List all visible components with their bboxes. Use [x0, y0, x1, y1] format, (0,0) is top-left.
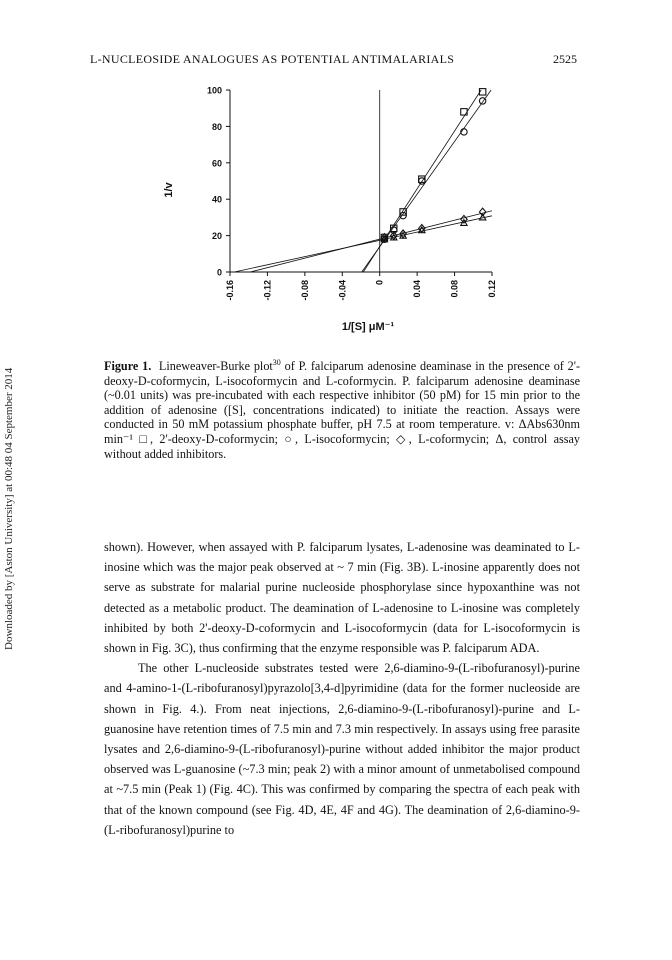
running-header-title: L-NUCLEOSIDE ANALOGUES AS POTENTIAL ANTIMALARIALS [90, 52, 455, 66]
fit-line-triangle [234, 216, 492, 272]
point-square [461, 109, 467, 115]
download-watermark: Downloaded by [Aston University] at 00:48 04 September 2014 [3, 367, 15, 650]
y-tick-label: 80 [211, 121, 222, 132]
x-tick-label: 0 [374, 280, 385, 286]
point-circle [479, 98, 485, 104]
y-tick-label: 40 [211, 194, 222, 205]
fit-line-circle [362, 90, 491, 272]
caption-text: of P. falciparum adenosine deaminase in the presence of 2'-deoxy-D-coformycin, L-isocoformycin and L-coformycin. P. falciparum adenosine deaminase (~0.01 units) was pre-incubated with each respective inhibitor (50 pM) for 15 min prior to the addition of adenosine ([S], concentrations indicated) to initiate the reaction. Assays were conducted in 50 mM potassium phosphate buffer, pH 7.5 at room temperature. v: ΔAbs630nm min⁻¹ □, 2'-deoxy-D-coformycin; ○, L-isocoformycin; ◇, L-coformycin; Δ, control assay without added inhibitors. [104, 359, 581, 461]
y-tick-label: 0 [216, 267, 222, 278]
page-number: 2525 [553, 52, 577, 66]
y-tick-label: 20 [211, 231, 222, 242]
fit-line-diamond [250, 211, 492, 272]
plot-axes [226, 90, 492, 276]
fit-lines [234, 90, 492, 272]
x-tick-label: -0.12 [262, 280, 273, 301]
x-tick-label: 0.12 [487, 280, 497, 298]
figure-label: Figure 1. [104, 359, 152, 374]
y-tick-label: 60 [211, 158, 222, 169]
paragraph-2: The other L-nucleoside substrates tested were 2,6-diamino-9-(L-ribofuranosyl)-purine and 4-amino-1-(L-ribofuranosyl)pyrazolo[3,4-d]pyrimidine (data for the former nucleoside are shown in Fig. 4.). From neat injections, 2,6-diamino-9-(L-ribofuranosyl)-purine and L-guanosine have retention times of 7.5 min and 7.3 min respectively. In assays using free parasite lysates and 2,6-diamino-9-(L-ribofuranosyl)-purine without added inhibitor the major product observed was L-guanosine (~7.3 min; peak 2) with a minor amount of unmetabolised compound at ~7.5 min (Peak 1) (Fig. 4C). This was confirmed by comparing the spectra of each peak with that of the known compound (see Fig. 4D, 4E, 4F and 4G). The deamination of 2,6-diamino-9-(L-ribofuranosyl)purine to [104, 661, 580, 837]
x-axis-label: 1/[S] μM⁻¹ [341, 321, 395, 333]
body-text [104, 537, 580, 840]
x-tick-label: -0.16 [225, 280, 235, 301]
x-tick-label: 0.08 [449, 280, 460, 298]
y-axis-label: 1/v [163, 182, 175, 198]
x-tick-label: 0.04 [412, 280, 423, 298]
caption-lead: Lineweaver-Burke plot [158, 359, 273, 374]
lineweaver-burk-plot [150, 80, 520, 340]
y-tick-label: 100 [206, 85, 222, 96]
paragraph-1: shown). However, when assayed with P. falciparum lysates, L-adenosine was deaminated to L-inosine which was the major peak observed at ~ 7 min (Fig. 3B). L-inosine apparently does not serve as substrate for malarial purine nucleoside phosphorylase since hypoxanthine was not detected as a metabolic product. The deamination of L-adenosine to L-inosine was completely inhibited by both 2'-deoxy-D-coformycin and L-isocoformycin (data for L-isocoformycin is shown in Fig. 3C), thus confirming that the enzyme responsible was P. falciparum ADA. [104, 540, 580, 656]
figure-caption [104, 356, 580, 461]
x-tick-label: -0.04 [337, 280, 348, 301]
caption-ref: 30 [272, 358, 281, 367]
x-tick-label: -0.08 [299, 280, 310, 301]
